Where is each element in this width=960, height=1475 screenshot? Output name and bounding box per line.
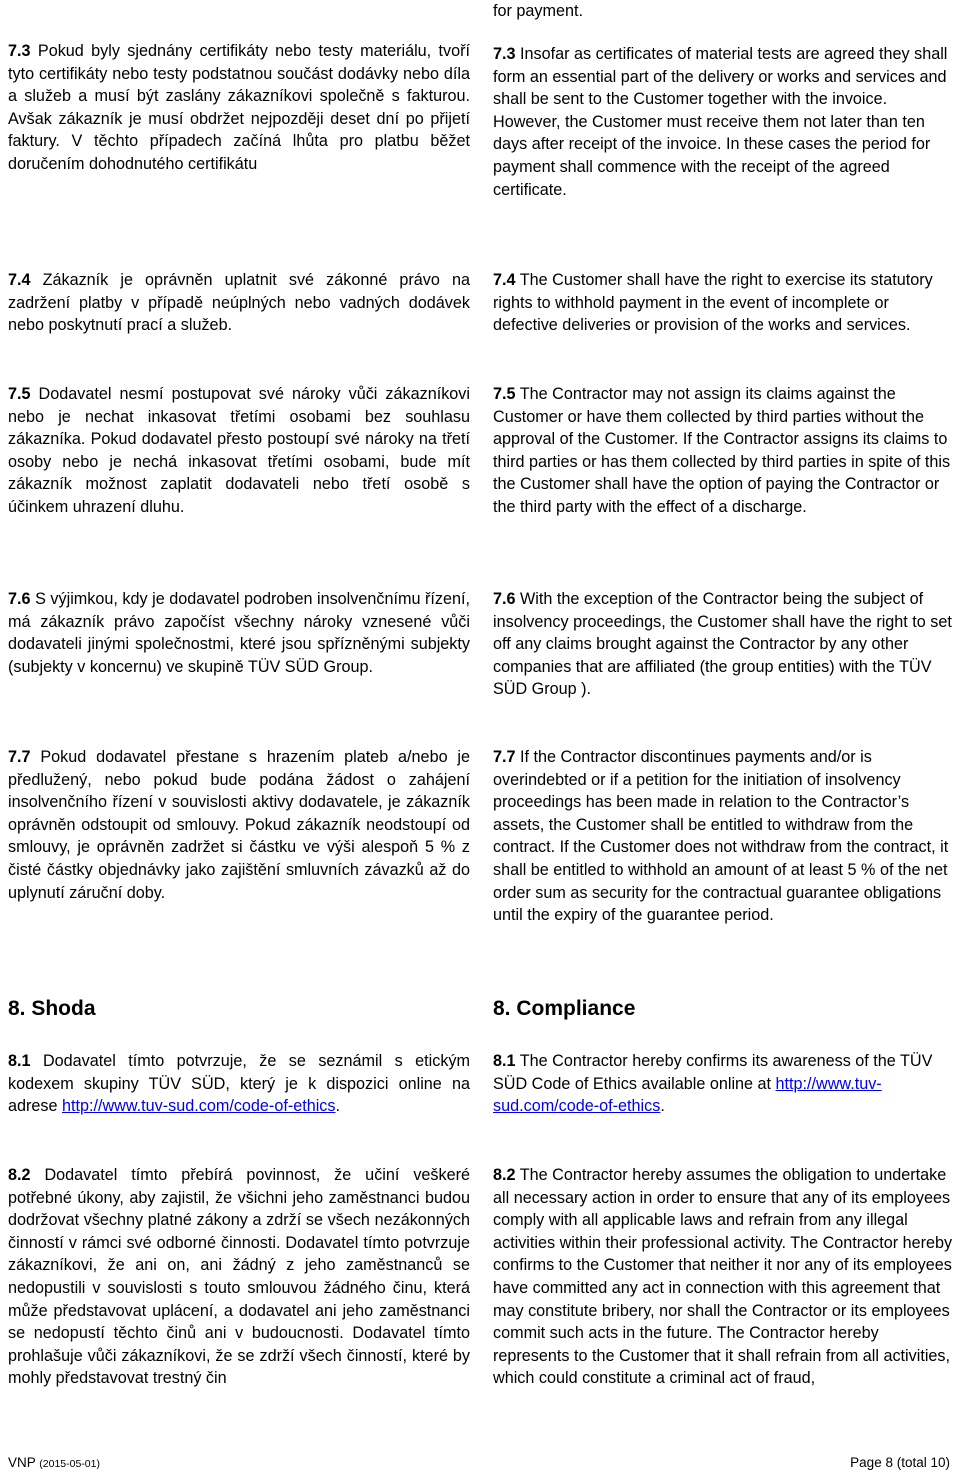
clause-8-2-cz bbox=[8, 1164, 470, 1390]
clause-7-7-en bbox=[493, 746, 955, 927]
clause-number: 8.2 bbox=[493, 1166, 516, 1184]
clause-text: Zákazník je oprávněn uplatnit své zákonné právo na zadržení platby v případě neúplných nebo vadných dodávek nebo poskytnutí prací a služeb. bbox=[8, 271, 470, 335]
clause-number: 7.5 bbox=[493, 385, 516, 403]
clause-text: Pokud dodavatel přestane s hrazením plateb a/nebo je předlužený, nebo pokud bude podána žádost o zahájení insolvenčního řízení v souvislosti aktivy dodavatele, je zákazník oprávněn odstoupit od smlouvy. Pokud zákazník neodstoupí od smlouvy, je oprávněn zadržet si částku ve výši alespoň 5 % z čisté částky objednávky jako zajištění smluvních závazků až do uplynutí záruční doby. bbox=[8, 748, 470, 902]
section-heading-compliance: 8. Compliance bbox=[493, 997, 636, 1020]
footer-doc-id bbox=[8, 1455, 100, 1472]
clause-number: 8.2 bbox=[8, 1166, 31, 1184]
clause-number: 7.7 bbox=[493, 748, 516, 766]
clause-text: The Contractor hereby assumes the obligation to undertake all necessary action in order to ensure that any of its employees comply with all applicable laws and refrain from any illegal activities within their professional activity. The Contractor hereby confirms to the Customer that neither it nor any of its employees have committed any act in connection with this agreement that may constitute bribery, nor shall the Contractor or its employees commit such acts in the future. The Contractor hereby represents to the Customer that it shall refrain from all activities, which could constitute a criminal act of fraud, bbox=[493, 1166, 953, 1388]
clause-7-7-cz bbox=[8, 746, 470, 904]
footer-doc-date: (2015-05-01) bbox=[39, 1458, 100, 1470]
clause-7-6-cz bbox=[8, 588, 470, 678]
carryover-text: for payment. bbox=[493, 2, 583, 20]
clause-number: 7.6 bbox=[493, 590, 516, 608]
clause-number: 7.3 bbox=[493, 45, 516, 63]
footer-doc-code: VNP bbox=[8, 1455, 36, 1470]
clause-8-1-cz bbox=[8, 1050, 470, 1118]
clause-text: S výjimkou, kdy je dodavatel podroben insolvenčnímu řízení, má zákazník právo započíst všechny nároky vznesené vůči dodavateli jinými společnostmi, které jsou spřízněnými subjekty (subjekty v koncernu) ve skupině TÜV SÜD Group. bbox=[8, 590, 470, 676]
clause-text-end: . bbox=[335, 1097, 340, 1116]
clause-7-4-en bbox=[493, 269, 955, 337]
clause-text: Insofar as certificates of material tests are agreed they shall form an essential part of the delivery or works and services and shall be sent to the Customer together with the invoice. However, the Customer must receive them not later than ten days after receipt of the invoice. In these cases the period for payment shall commence with the receipt of the agreed certificate. bbox=[493, 45, 948, 199]
clause-number: 7.5 bbox=[8, 385, 31, 403]
code-of-ethics-link[interactable]: http://www.tuv-sud.com/code-of-ethics bbox=[62, 1097, 336, 1116]
clause-text: Dodavatel tímto potvrzuje, že se seznámil s etickým kodexem skupiny TÜV SÜD, který je k dispozici online na adrese bbox=[8, 1052, 471, 1116]
clause-text: Pokud byly sjednány certifikáty nebo testy materiálu, tvoří tyto certifikáty nebo testy podstatnou součást dodávky nebo díla a služeb a musí být zaslány zákazníkovi společně s fakturou. Avšak zákazník je musí obdržet nejpozději deset dní po přijetí faktury. V těchto případech začíná lhůta pro platbu běžet doručením dohodnutého certifikátu bbox=[8, 42, 471, 173]
footer-page-number: Page 8 (total 10) bbox=[850, 1455, 950, 1470]
clause-7-3-en bbox=[493, 43, 955, 201]
clause-text: The Contractor may not assign its claims against the Customer or have them collected by third parties without the approval of the Customer. If the Contractor assigns its claims to third parties or has them collected by third parties in spite of this the Customer shall have the option of paying the Contractor or the third party with the effect of a discharge. bbox=[493, 385, 951, 516]
clause-7-5-cz bbox=[8, 383, 470, 519]
clause-8-1-en bbox=[493, 1050, 955, 1118]
clause-number: 7.3 bbox=[8, 42, 31, 60]
clause-7-5-en bbox=[493, 383, 955, 519]
clause-text: The Customer shall have the right to exercise its statutory rights to withhold payment in the event of incomplete or defective deliveries or provision of the works and services. bbox=[493, 271, 933, 335]
clause-text: Dodavatel tímto přebírá povinnost, že učiní veškeré potřebné úkony, aby zajistil, že všichni jeho zaměstnanci budou dodržovat všechny platné zákony a zdrží se všech nezákonných činností v rámci své odborné činnosti. Dodavatel tímto potvrzuje zákazníkovi, že ani on, ani žádný z jeho zaměstnanců se nedopustili v souvislosti s touto smlouvou žádného činu, která může představovat uplácení, a dodavatel ani jeho zaměstnanci se nedopustí těchto činů ani v budoucnosti. Dodavatel tímto prohlašuje vůči zákazníkovi, že se zdrží všech činností, které by mohly představovat trestný čin bbox=[8, 1166, 470, 1388]
clause-number: 7.4 bbox=[8, 271, 31, 289]
clause-number: 8.1 bbox=[493, 1052, 516, 1070]
clause-text: The Contractor hereby confirms its awareness of the TÜV SÜD Code of Ethics available online at bbox=[493, 1052, 933, 1093]
clause-text: If the Contractor discontinues payments and/or is overindebted or if a petition for the initiation of insolvency proceedings has been made in relation to the Contractor’s assets, the Customer shall be entitled to withdraw from the contract. If the Customer does not withdraw from the contract, it shall be entitled to withhold an amount of at least 5 % of the net order sum as security for the contractual guarantee obligations until the expiry of the guarantee period. bbox=[493, 748, 949, 925]
section-heading-shoda: 8. Shoda bbox=[8, 997, 96, 1020]
clause-text: Dodavatel nesmí postupovat své nároky vůči zákazníkovi nebo je nechat inkasovat třetími osobami bez souhlasu zákazníka. Pokud dodavatel přesto postoupí své nároky na třetí osoby nebo je nechá inkasovat třetími osobami, bude mít zákazník možnost zaplatit dodavateli nebo třetí osobě s účinkem uhrazení dluhu. bbox=[8, 385, 470, 516]
clause-7-6-en bbox=[493, 588, 955, 701]
clause-number: 7.4 bbox=[493, 271, 516, 289]
clause-7-4-cz bbox=[8, 269, 470, 337]
clause-7-3-cz bbox=[8, 40, 470, 176]
clause-text: With the exception of the Contractor being the subject of insolvency proceedings, the Customer shall have the right to set off any claims brought against the Contractor by any other companies that are affiliated (the group entities) with the TÜV SÜD Group ). bbox=[493, 590, 952, 699]
clause-text-end: . bbox=[660, 1097, 665, 1116]
clause-8-2-en bbox=[493, 1164, 955, 1390]
clause-number: 7.6 bbox=[8, 590, 31, 608]
code-of-ethics-link[interactable]: http://www.tuv-sud.com/code-of-ethics bbox=[493, 1074, 882, 1116]
clause-number: 7.7 bbox=[8, 748, 31, 766]
clause-number: 8.1 bbox=[8, 1052, 31, 1070]
